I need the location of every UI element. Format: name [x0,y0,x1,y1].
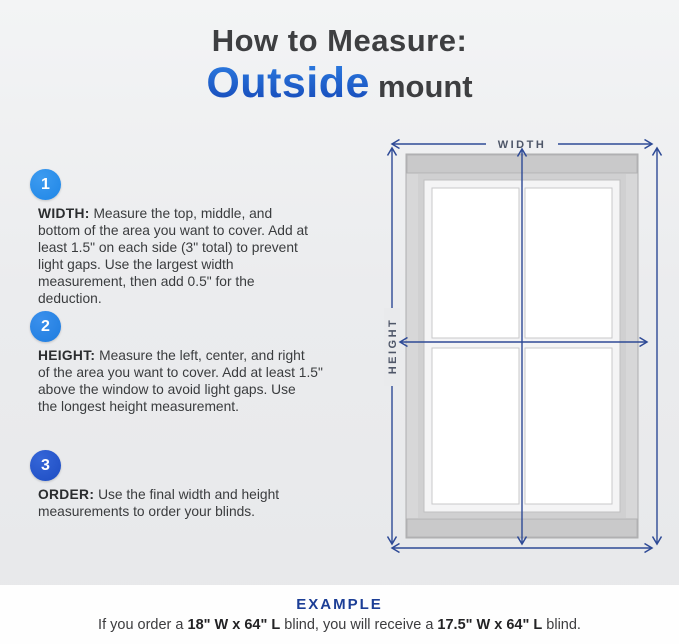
step-1-text [38,205,308,307]
step-3-line: measurements to order your blinds. [38,504,256,519]
step-2-line: above the window to avoid light gaps. Use [38,382,296,397]
received-size: 17.5" W x 64" L [437,617,543,633]
step-2-line: the longest height measurement. [38,399,239,414]
step-2-badge: 2 [30,311,61,342]
step-3-badge: 3 [30,450,61,481]
steps-list [30,168,382,568]
page-title [0,24,679,107]
step-1-line: light gaps. Use the largest width [38,257,234,272]
title-suffix: mount [377,69,473,105]
window-pane [525,188,612,338]
step-2-heading: HEIGHT: [38,348,96,363]
step-1-line: least 1.5" on each side (3" total) to prevent [38,240,298,255]
step-2-text [38,347,323,415]
title-line1: How to Measure: [211,23,468,58]
window-pane [525,348,612,504]
step-1-line: measurement, then add 0.5" for the [38,274,255,289]
step-1-badge: 1 [30,169,61,200]
title-line2 [0,60,679,107]
height-label: HEIGHT [387,317,399,375]
step-3-text [38,486,279,520]
example-footer [0,585,679,644]
title-highlight: Outside [206,59,370,108]
step-2-line: of the area you want to cover. Add at least 1.5" [38,365,323,380]
step-1-heading: WIDTH: [38,206,90,221]
step-1-line: bottom of the area you want to cover. Add at [38,223,308,238]
window-pane [432,348,519,504]
example-sentence: If you order a 18" W x 64" L blind, you will receive a 17.5" W x 64" L blind. [98,617,581,633]
window-pane [432,188,519,338]
step-1-line: WIDTH: Measure the top, middle, and [38,206,273,221]
step-3-line: ORDER: Use the final width and height [38,487,280,502]
width-label: WIDTH [497,139,547,151]
ordered-size: 18" W x 64" L [187,617,281,633]
example-heading: EXAMPLE [296,596,383,613]
step-2-line: HEIGHT: Measure the left, center, and right [38,348,305,363]
step-1-line: deduction. [38,291,102,306]
step-3-heading: ORDER: [38,487,95,502]
window-measurement-diagram [370,122,670,582]
